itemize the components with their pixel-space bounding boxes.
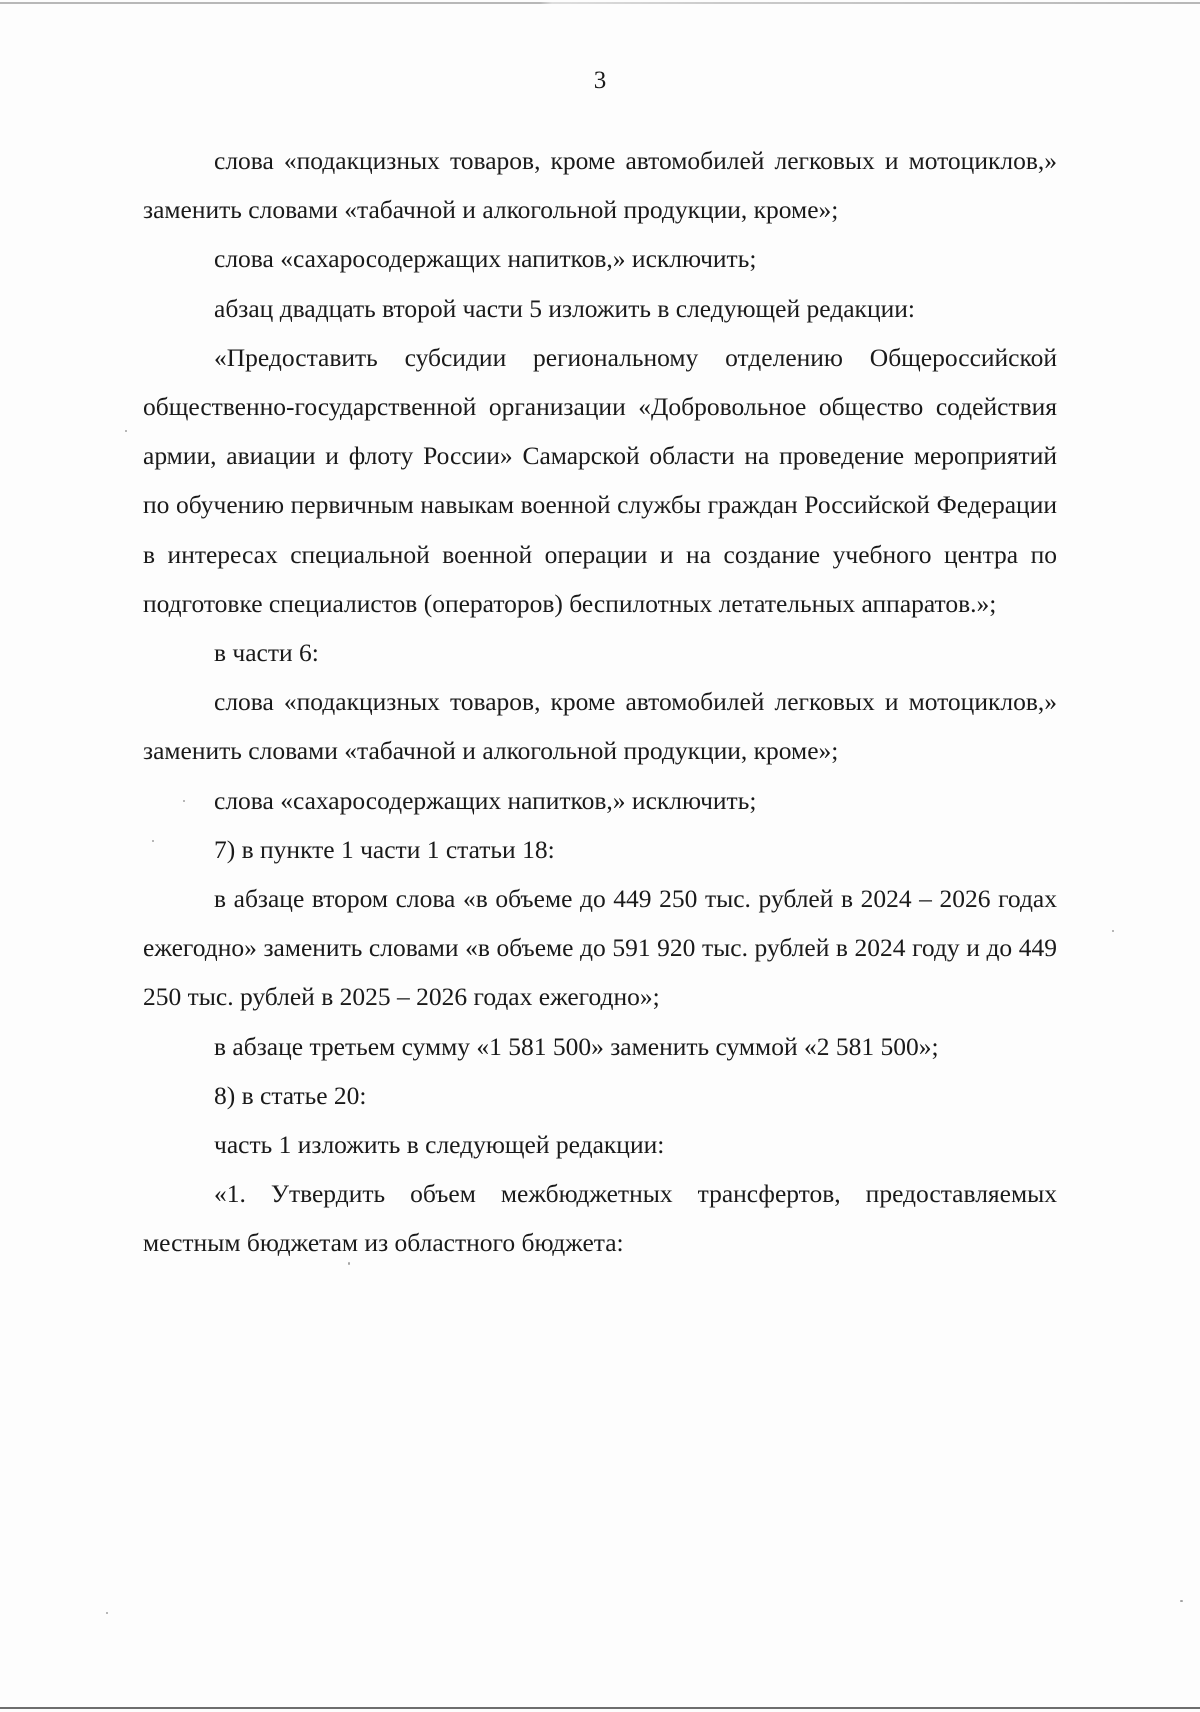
- scan-bottom-edge: [0, 1707, 1200, 1709]
- paragraph: в абзаце втором слова «в объеме до 449 250 тыс. рублей в 2024 – 2026 годах ежегодно» заменить словами «в объеме до 591 920 тыс. рублей в 2024 году и до 449 250 тыс. рублей в 2025 – 2026 годах ежегодно»;: [143, 884, 1057, 1012]
- scan-speck: [125, 430, 127, 432]
- scan-speck: [1112, 930, 1114, 932]
- document-body: [143, 136, 1057, 1268]
- paragraph: часть 1 изложить в следующей редакции:: [214, 1130, 665, 1160]
- scan-speck: [152, 840, 154, 842]
- page-number: 3: [593, 67, 607, 94]
- scan-speck: [106, 1612, 108, 1614]
- paragraph: «Предоставить субсидии региональному отделению Общероссийской общественно-государственной организации «Добровольное общество содействия армии, авиации и флоту России» Самарской области на проведение мероприятий по обучению первичным навыкам военной службы граждан Российской Федерации в интересах специальной военной операции и на создание учебного центра по подготовке специалистов (операторов) беспилотных летательных аппаратов.»;: [143, 342, 1057, 618]
- paragraph: в части 6:: [214, 638, 319, 668]
- paragraph: 7) в пункте 1 части 1 статьи 18:: [214, 834, 555, 864]
- paragraph: 8) в статье 20:: [214, 1080, 367, 1110]
- paragraph: слова «сахаросодержащих напитков,» исключить;: [214, 785, 757, 815]
- paragraph: «1. Утвердить объем межбюджетных трансфертов, предоставляемых местным бюджетам из областного бюджета:: [143, 1179, 1057, 1258]
- paragraph: в абзаце третьем сумму «1 581 500» заменить суммой «2 581 500»;: [214, 1031, 939, 1061]
- scan-speck: [348, 1262, 350, 1265]
- paragraph: слова «подакцизных товаров, кроме автомобилей легковых и мотоциклов,» заменить словами «табачной и алкогольной продукции, кроме»;: [143, 687, 1057, 766]
- paragraph: абзац двадцать второй части 5 изложить в следующей редакции:: [214, 293, 915, 323]
- scan-top-edge: [0, 2, 1200, 4]
- scan-speck: [183, 800, 185, 802]
- paragraph: слова «сахаросодержащих напитков,» исключить;: [214, 244, 757, 274]
- scan-speck: [1180, 1600, 1183, 1602]
- paragraph: слова «подакцизных товаров, кроме автомобилей легковых и мотоциклов,» заменить словами «табачной и алкогольной продукции, кроме»;: [143, 146, 1057, 225]
